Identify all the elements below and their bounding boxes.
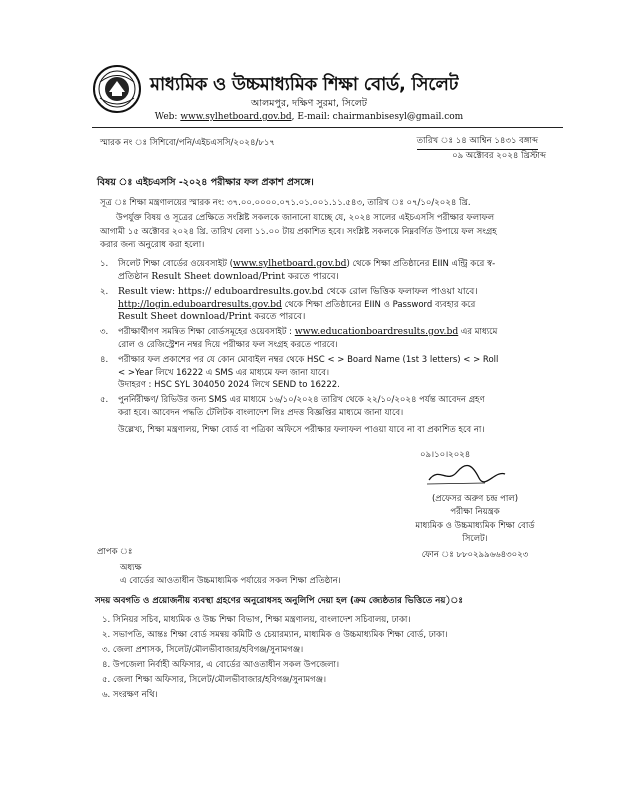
date-gregorian: ০৯ অক্টোবর ২০২৪ খ্রিস্টাব্দ <box>452 151 546 161</box>
closing-note: উল্লেখ্য, শিক্ষা মন্ত্রণালয়, শিক্ষা বোর্ড বা পত্রিকা অফিসে পরীক্ষার ফলাফল পাওয়া যাবে না বা প্রকাশিত হবে না। <box>118 425 485 435</box>
item-text: প্রতিষ্ঠান Result Sheet download/Print করতে পারবে। <box>118 270 339 282</box>
item-text: Result view: https:// eduboardresults.gov.bd থেকে রোল ভিত্তিক ফলাফল পাওয়া যাবে। <box>118 286 478 297</box>
date-bangla-row <box>417 134 538 150</box>
board-address: আলমপুর, দক্ষিণ সুরমা, সিলেট <box>251 98 367 109</box>
signatory-city: সিলেট। <box>462 534 488 544</box>
reference-line: সূত্র ঃ শিক্ষা মন্ত্রণালয়ের স্মারক নং: ৩৭.০০.০০০০.০৭১.০১.০০১.১১.৫৪৩, তারিখ ঃ ০৭/১০/২০২৪ খ্রি. <box>100 198 471 208</box>
email-label: E-mail: <box>297 112 330 122</box>
item-text: Result Sheet download/Print করতে পারবে। <box>118 311 306 322</box>
signature-icon <box>425 462 545 488</box>
subject-line: বিষয় ঃ এইচএসসি -২০২৪ পরীক্ষার ফল প্রকাশ প্রসঙ্গে। <box>97 177 314 188</box>
copies-heading: সদয় অবগতি ও প্রয়োজনীয় ব্যবস্থা গ্রহণের অনুরোধসহ অনুলিপি দেয়া হল (ক্রম জ্যেষ্ঠতার ভিত্তিতে নয়)ঃ <box>95 596 463 606</box>
list-item <box>100 394 560 419</box>
list-item <box>100 286 560 324</box>
item-text: থেকে শিক্ষা প্রতিষ্ঠানের EIIN ও Password ব্যবহার করে <box>281 299 476 310</box>
item-text: পুনর্নিরীক্ষণ/ রিভিউর জন্য SMS এর মাধ্যমে ১৬/১০/২০২৪ তারিখ থেকে ২২/১০/২০২৪ পর্যন্ত আবেদন গ্রহণ <box>118 395 485 405</box>
body-line: করার জন্য অনুরোধ করা হলো। <box>100 240 205 250</box>
signatory-name: (প্রফেসর অরুণ চন্দ্র পাল) <box>431 494 519 504</box>
body-line: আগামী ১৫ অক্টোবর ২০২৪ খ্রি. তারিখ বেলা ১১.০০ টায় প্রকাশিত হবে। সংশ্লিষ্ট সকলকে নিম্নবর্ণিত উপায়ে ফল সংগ্রহ <box>100 226 497 237</box>
item-text: করা হবে। আবেদন পদ্ধতি টেলিটক বাংলাদেশ লিঃ প্রদত্ত বিজ্ঞপ্তির মাধ্যমে জানা যাবে। <box>118 407 404 418</box>
item-text: ) থেকে শিক্ষা প্রতিষ্ঠানের EIIN এন্ট্রি করে স্ব- <box>346 259 496 269</box>
login-link[interactable]: http://login.eduboardresults.gov.bd <box>118 298 282 310</box>
body-paragraph <box>100 212 558 253</box>
recipient-label: প্রাপক ঃ <box>97 547 133 557</box>
copy-item: ১. সিনিয়র সচিব, মাধ্যমিক ও উচ্চ শিক্ষা বিভাগ, শিক্ষা মন্ত্রণালয়, বাংলাদেশ সচিবালয়, ঢাকা। <box>102 615 411 625</box>
list-item <box>100 354 560 392</box>
item-text: সিলেট শিক্ষা বোর্ডের ওয়েবসাইট ( <box>118 259 233 269</box>
item-number: ৪. <box>100 355 109 365</box>
list-item <box>100 326 560 351</box>
item-number: ২. <box>100 287 109 297</box>
email-address[interactable]: chairmanbisesyl@gmail.com <box>332 112 464 122</box>
item-text: রোল ও রেজিস্ট্রেশন নম্বর দিয়ে পরীক্ষার ফল সংগ্রহ করতে পারবে। <box>118 339 338 350</box>
signature-date: ০৯।১০।২০২৪ <box>420 450 471 460</box>
item-number: ৫. <box>100 395 109 405</box>
item-number: ৩. <box>100 327 109 337</box>
web-label: Web: <box>154 112 178 122</box>
date-label: তারিখ ঃ <box>416 136 453 146</box>
web-link[interactable]: www.sylhetboard.gov.bd <box>180 112 292 122</box>
copy-item: ৪. উপজেলা নির্বাহী অফিসার, এ বোর্ডের আওতাধীন সকল উপজেলা। <box>102 660 339 670</box>
item-number: ১. <box>100 259 109 269</box>
item-text: < >Year লিখে 16222 এ SMS এর মাধ্যমে ফল জানা যাবে। <box>118 367 330 378</box>
copy-item: ৩. জেলা প্রশাসক, সিলেট/মৌলভীবাজার/হবিগঞ্জ/সুনামগঞ্জ। <box>102 645 304 655</box>
educationboard-link[interactable]: www.educationboardresults.gov.bd <box>294 326 459 337</box>
signatory-board: মাধ্যমিক ও উচ্চমাধ্যমিক শিক্ষা বোর্ড <box>415 521 535 531</box>
recipient-line: এ বোর্ডের আওতাধীন উচ্চমাধ্যমিক পর্যায়ের সকল শিক্ষা প্রতিষ্ঠান। <box>120 576 341 586</box>
sylhetboard-link[interactable]: www.sylhetboard.gov.bd <box>232 258 347 269</box>
item-text: পরীক্ষার্থীগণ সমন্বিত শিক্ষা বোর্ডসমূহের ওয়েবসাইট : <box>118 327 295 337</box>
copy-item: ৬. সংরক্ষণ নথি। <box>102 690 158 700</box>
date-bangla: ১৪ আশ্বিন ১৪৩১ বঙ্গাব্দ <box>455 136 538 146</box>
header-divider <box>92 127 563 128</box>
memo-number: স্মারক নং ঃ সিশিবো/পনি/এইচএসসি/২০২৪/৮১৭ <box>100 138 275 148</box>
item-text: উদাহরণ : HSC SYL 304050 2024 লিখে SEND to 16222. <box>118 380 340 390</box>
item-text: এর মাধ্যমে <box>458 327 498 337</box>
signatory-designation: পরীক্ষা নিয়ন্ত্রক <box>450 507 500 517</box>
item-text: পরীক্ষার ফল প্রকাশের পর যে কোন মোবাইল নম্বর থেকে HSC < > Board Name (1st 3 letters) < > Roll <box>118 355 499 365</box>
copy-item: ২. সভাপতি, আন্তঃ শিক্ষা বোর্ড সমন্বয় কমিটি ও চেয়ারম্যান, মাধ্যমিক ও উচ্চমাধ্যমিক শিক্ষা বোর্ড, ঢাকা। <box>102 630 448 640</box>
copy-item: ৫. জেলা শিক্ষা অফিসার, সিলেট/মৌলভীবাজার/হবিগঞ্জ/সুনামগঞ্জ। <box>102 675 327 685</box>
recipient-line: অধ্যক্ষ <box>120 563 142 573</box>
board-title: মাধ্যমিক ও উচ্চমাধ্যমিক শিক্ষা বোর্ড, সিলেট <box>150 74 459 95</box>
body-line: উপর্যুক্ত বিষয় ও সূত্রের প্রেক্ষিতে সংশ্লিষ্ট সকলকে জানানো যাচ্ছে যে, ২০২৪ সালের এইচএসসি পরীক্ষার ফলাফল <box>116 213 495 223</box>
contact-line: Web: www.sylhetboard.gov.bd, E-mail: chairmanbisesyl@gmail.com <box>154 112 464 122</box>
list-item <box>100 258 560 283</box>
signatory-phone: ফোন ঃ ৮৮০২৯৯৬৬৪৩০২৩ <box>421 550 529 560</box>
